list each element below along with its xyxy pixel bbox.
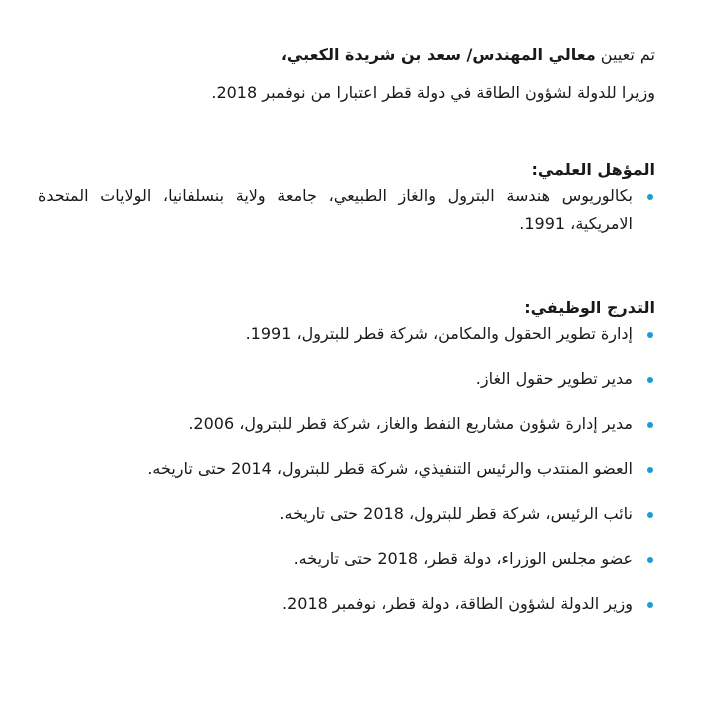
bullet-icon bbox=[647, 377, 653, 383]
career-item-text: مدير إدارة شؤون مشاريع النفط والغاز، شركة قطر للبترول، 2006. bbox=[188, 414, 633, 433]
career-heading: التدرج الوظيفي: bbox=[524, 298, 655, 317]
minister-name: معالي المهندس/ سعد بن شريدة الكعبي، bbox=[280, 45, 596, 64]
bullet-icon bbox=[647, 194, 653, 200]
intro-prefix: تم تعيين bbox=[595, 45, 655, 64]
bullet-icon bbox=[647, 512, 653, 518]
intro-appointment-line: وزيرا للدولة لشؤون الطاقة في دولة قطر اعتبارا من نوفمبر 2018. bbox=[211, 83, 655, 102]
bullet-icon bbox=[647, 422, 653, 428]
career-item-text: العضو المنتدب والرئيس التنفيذي، شركة قطر للبترول، 2014 حتى تاريخه. bbox=[147, 459, 633, 478]
list-item bbox=[38, 545, 655, 573]
career-item-text: وزير الدولة لشؤون الطاقة، دولة قطر، نوفمبر 2018. bbox=[282, 594, 633, 613]
list-item bbox=[38, 320, 655, 348]
career-item-text: مدير تطوير حقول الغاز. bbox=[475, 369, 633, 388]
bullet-icon bbox=[647, 602, 653, 608]
intro-paragraph bbox=[38, 36, 655, 112]
education-item-text: بكالوريوس هندسة البترول والغاز الطبيعي، جامعة ولاية بنسلفانيا، الولايات المتحدة الامريكية، 1991. bbox=[38, 186, 633, 233]
list-item bbox=[38, 455, 655, 483]
list-item bbox=[38, 182, 655, 238]
bullet-icon bbox=[647, 332, 653, 338]
bullet-icon bbox=[647, 467, 653, 473]
list-item bbox=[38, 590, 655, 618]
list-item bbox=[38, 365, 655, 393]
list-item bbox=[38, 500, 655, 528]
list-item bbox=[38, 410, 655, 438]
career-list bbox=[38, 320, 655, 618]
education-list bbox=[38, 182, 655, 238]
education-heading: المؤهل العلمي: bbox=[531, 160, 655, 179]
career-item-text: عضو مجلس الوزراء، دولة قطر، 2018 حتى تاريخه. bbox=[293, 549, 633, 568]
career-item-text: إدارة تطوير الحقول والمكامن، شركة قطر للبترول، 1991. bbox=[245, 324, 633, 343]
career-item-text: نائب الرئيس، شركة قطر للبترول، 2018 حتى تاريخه. bbox=[279, 504, 633, 523]
bullet-icon bbox=[647, 557, 653, 563]
